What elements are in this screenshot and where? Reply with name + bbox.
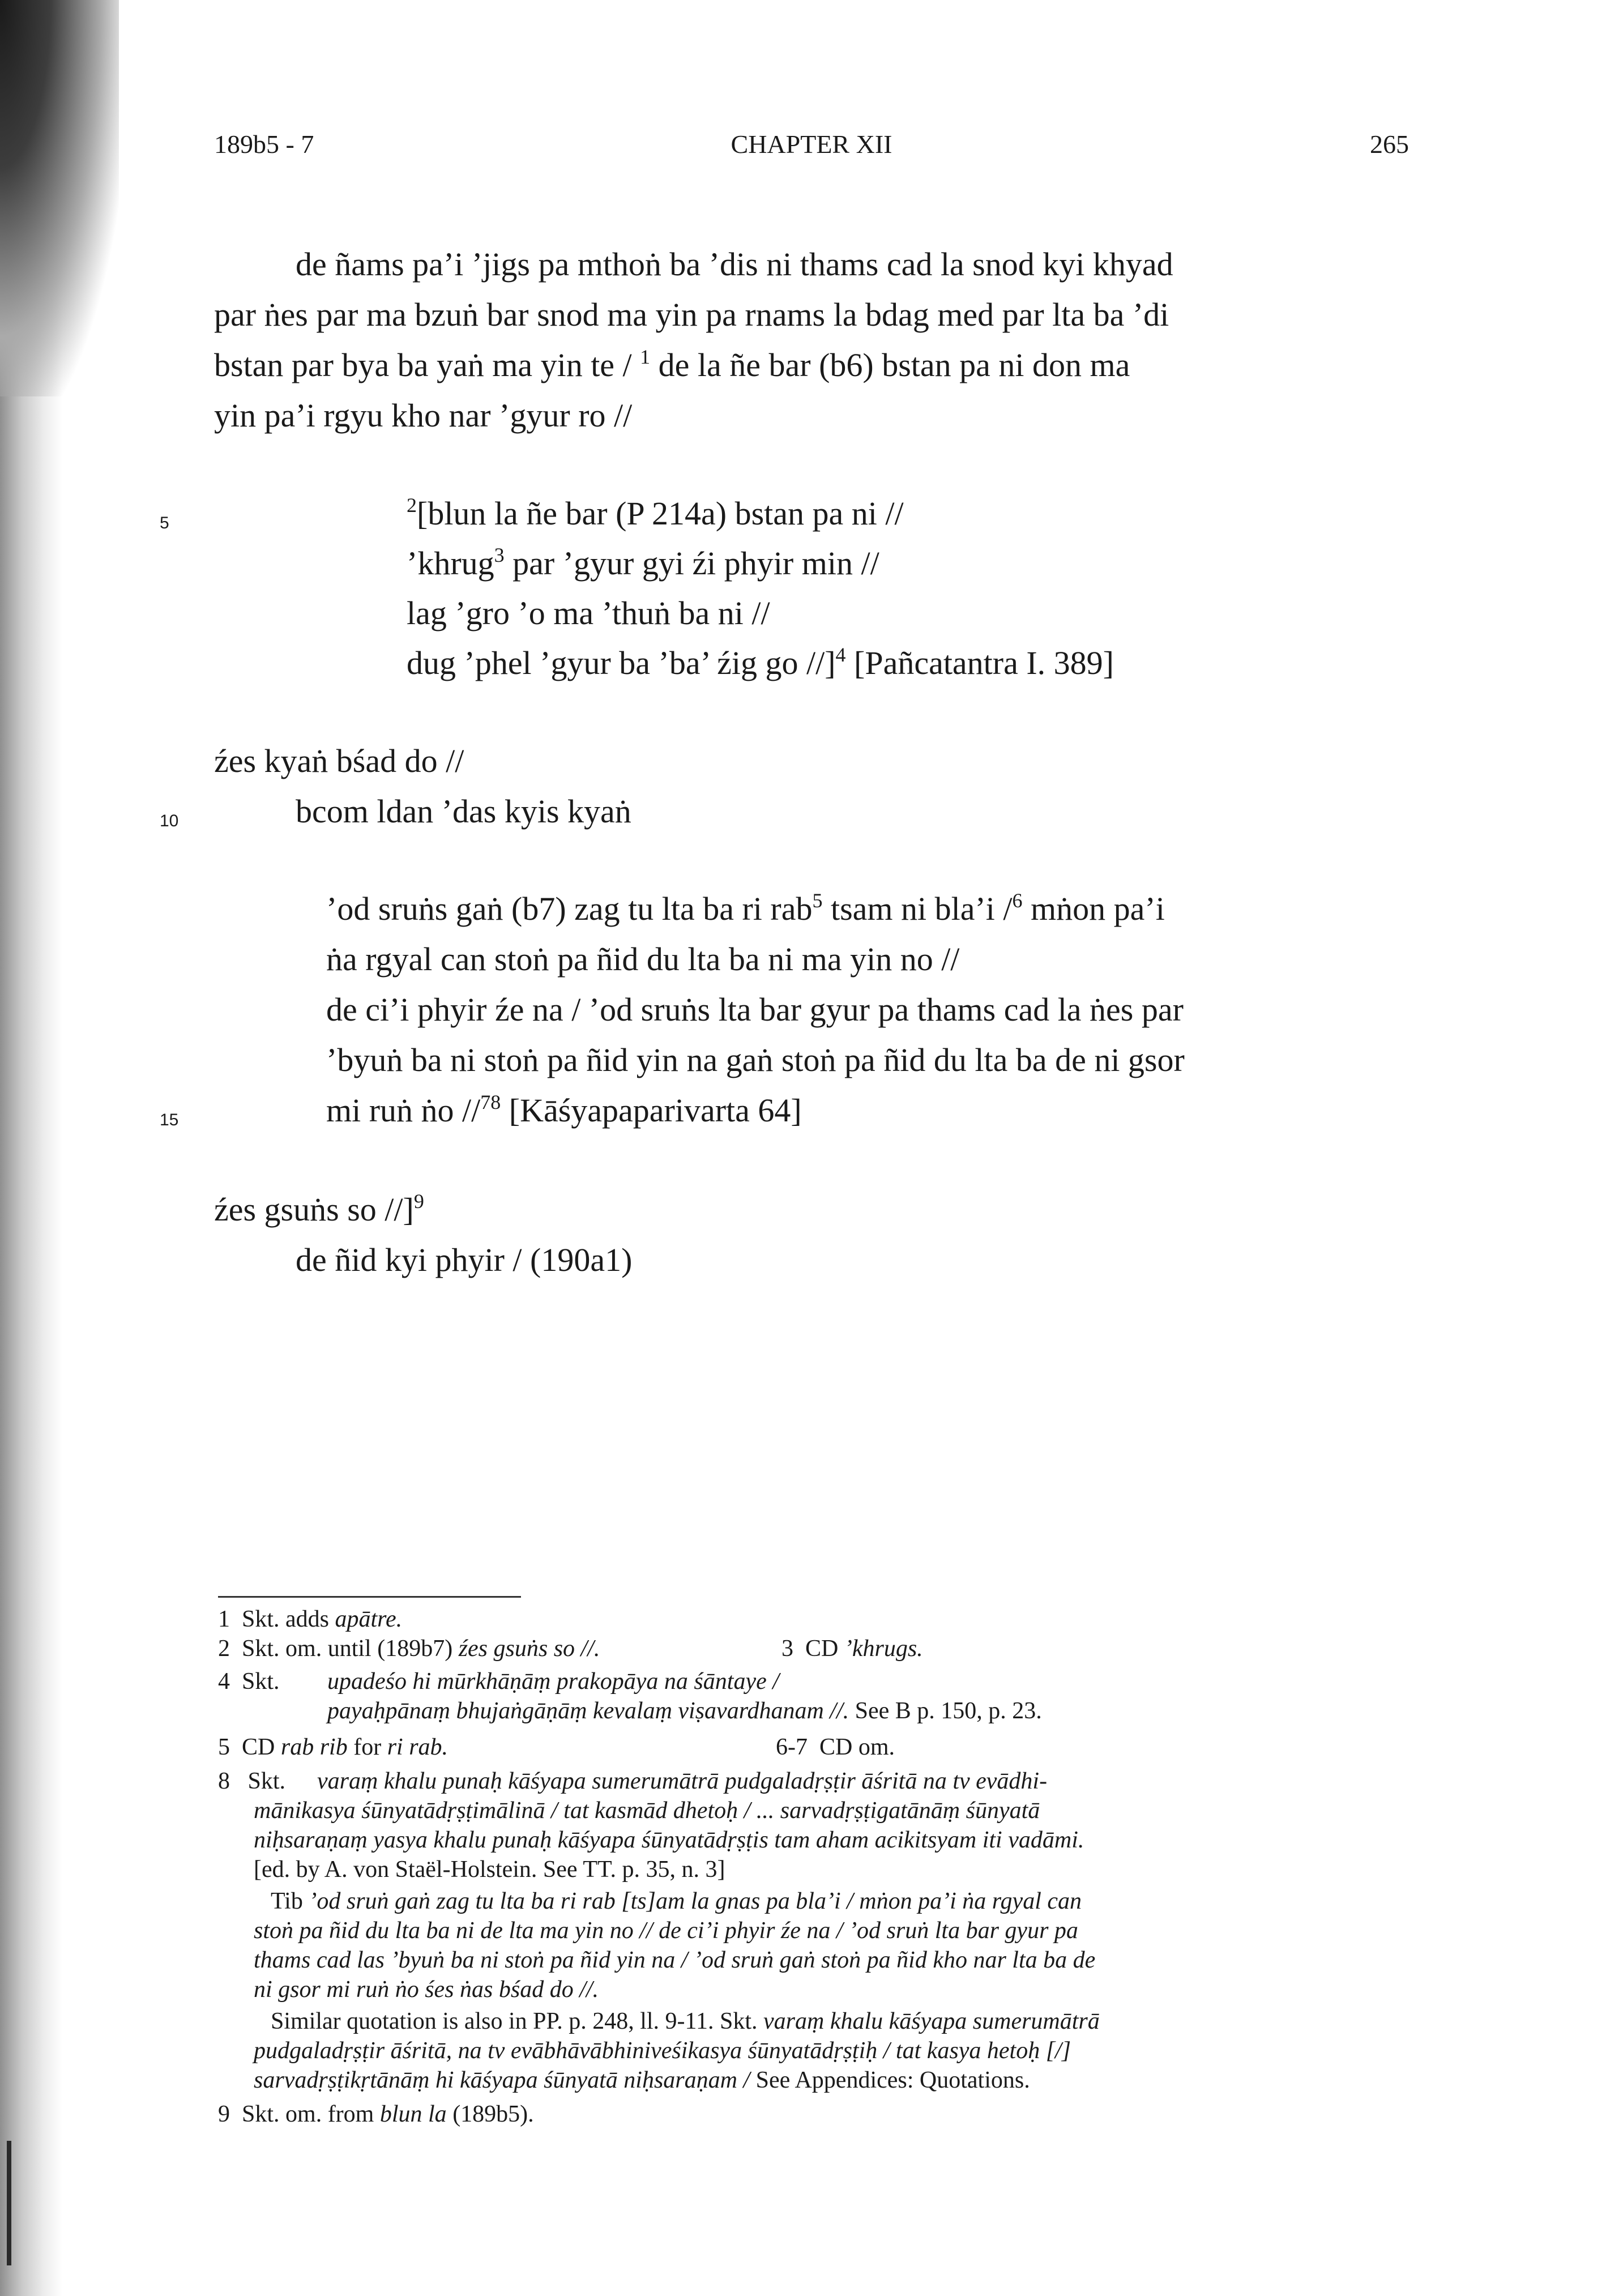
body-line: bcom ldan ’das kyis kyaṅ [296,793,631,830]
footnote-2: 2 Skt. om. until (189b7) źes gsuṅs so //. [218,1636,600,1662]
footnote-8: 8 Skt. [218,1768,286,1794]
footnote-1: 1 Skt. adds apātre. [218,1606,403,1632]
verse-line: ’khrug$^3$ par ’gyur gyi źi phyir min // [407,544,879,582]
footnote-8-line: mānikasya śūnyatādṛṣṭimālinā / tat kasmād dhetoḥ / ... sarvadṛṣṭigatānāṃ śūnyatā [254,1798,1040,1824]
body-line: de ñid kyi phyir / (190a1) [296,1241,633,1278]
footnote-ref: 5 [812,889,823,912]
footnote-8-tib: stoṅ pa ñid du lta ba ni de lta ma yin no // de ci’i phyir źe na / ’od sruṅ lta bar gyur pa [254,1918,1078,1944]
line-number: 15 [160,1111,179,1129]
footnote-8-similar: pudgaladṛṣṭir āśritā, na tv evābhāvābhiniveśikasya śūnyatādṛṣṭiḥ / tat kasya hetoḥ [/] [254,2038,1071,2064]
footnote-ref: 2 [407,494,417,517]
verse-line: $^2$[blun la ñe bar (P 214a) bstan pa ni // [407,494,904,532]
body-line: yin pa’i rgyu kho nar ’gyur ro // [214,397,633,434]
quote-line: de ci’i phyir źe na / ’od sruṅs lta bar gyur pa thams cad la ṅes par [326,991,1184,1028]
verse-line: lag ’gro ’o ma ’thuṅ ba ni // [407,595,770,631]
footnote-3: 3 CD ’khrugs. [781,1636,923,1662]
footnote-ref: 4 [835,643,846,666]
quote-line: ’byuṅ ba ni stoṅ pa ñid yin na gaṅ stoṅ pa ñid du lta ba de ni gsor [326,1042,1185,1078]
footnote-8-line: [ed. by A. von Staël-Holstein. See TT. p. 35, n. 3] [254,1857,725,1883]
footnote-8-similar: Similar quotation is also in PP. p. 248, ll. 9-11. Skt. varaṃ khalu kāśyapa sumerumātrā [271,2008,1100,2034]
body-line: źes kyaṅ bśad do // [214,742,464,779]
body-line: bstan par bya ba yaṅ ma yin te / $^1$ de la ñe bar (b6) bstan pa ni don ma [214,345,1130,383]
verse-line: dug ’phel ’gyur ba ’ba’ źig go //]$^4$ [Pañcatantra I. 389] [407,643,1114,681]
footnote-8-tib: ni gsor mi ruṅ ṅo śes ṅas bśad do //. [254,1977,599,2003]
footnote-ref: 3 [494,544,505,566]
footnote-9: 9 Skt. om. from blun la (189b5). [218,2101,534,2127]
footnote-ref: 9 [413,1190,424,1213]
scan-edge-mark [7,2141,11,2265]
quote-line: mi ruṅ ṅo //$^{78}$ [Kāśyapaparivarta 64] [326,1091,802,1129]
quote-line: ṅa rgyal can stoṅ pa ñid du lta ba ni ma yin no // [326,941,960,978]
footnote-8-line: varaṃ khalu punaḥ kāśyapa sumerumātrā pudgaladṛṣṭir āśritā na tv evādhi- [317,1768,1048,1794]
footnote-ref: 1 [640,345,651,368]
quote-line: ’od sruṅs gaṅ (b7) zag tu lta ba ri rab$^5$ tsam ni bla’i /$^6$ mṅon pa’i [326,889,1165,927]
header-folio: 189b5 - 7 [214,130,314,159]
footnote-4: 4 Skt. [218,1668,280,1695]
footnote-5: 5 CD rab rib for ri rab. [218,1734,449,1760]
footnote-8-tib: thams cad las ’byuṅ ba ni stoṅ pa ñid yin na / ’od sruṅ gaṅ stoṅ pa ñid kho nar lta ba de [254,1947,1096,1973]
page-number: 265 [1370,130,1409,159]
footnote-6-7: 6-7 CD om. [776,1734,895,1760]
footnote-ref: 6 [1012,889,1023,912]
body-line: źes gsuṅs so //]$^9$ [214,1190,424,1228]
footnote-4-line-2: payaḥpānaṃ bhujaṅgāṇāṃ kevalaṃ viṣavardhanam //. See B p. 150, p. 23. [327,1698,1042,1724]
line-number: 5 [160,514,169,532]
running-header [214,129,1409,163]
line-number: 10 [160,812,179,830]
body-line: de ñams pa’i ’jigs pa mthoṅ ba ’dis ni thams cad la snod kyi khyad [296,246,1173,283]
footnote-8-tib: Tib ’od sruṅ gaṅ zag tu lta ba ri rab [ts]am la gnas pa bla’i / mṅon pa’i ṅa rgyal can [271,1888,1082,1914]
body-line: par ṅes par ma bzuṅ bar snod ma yin pa rnams la bdag med par lta ba ’di [214,296,1169,333]
scan-binding-shadow [0,0,119,396]
header-chapter-title: CHAPTER XII [731,130,892,159]
footnote-divider [218,1596,521,1598]
footnote-4-line-1: upadeśo hi mūrkhāṇāṃ prakopāya na śāntaye / [327,1668,779,1695]
footnote-ref: 78 [480,1091,501,1113]
footnote-8-similar: sarvadṛṣṭikṛtānāṃ hi kāśyapa śūnyatā niḥsaraṇam / See Appendices: Quotations. [254,2067,1030,2093]
footnote-8-line: niḥsaraṇaṃ yasya khalu punaḥ kāśyapa śūnyatādṛṣṭis tam aham acikitsyam iti vadāmi. [254,1827,1084,1853]
